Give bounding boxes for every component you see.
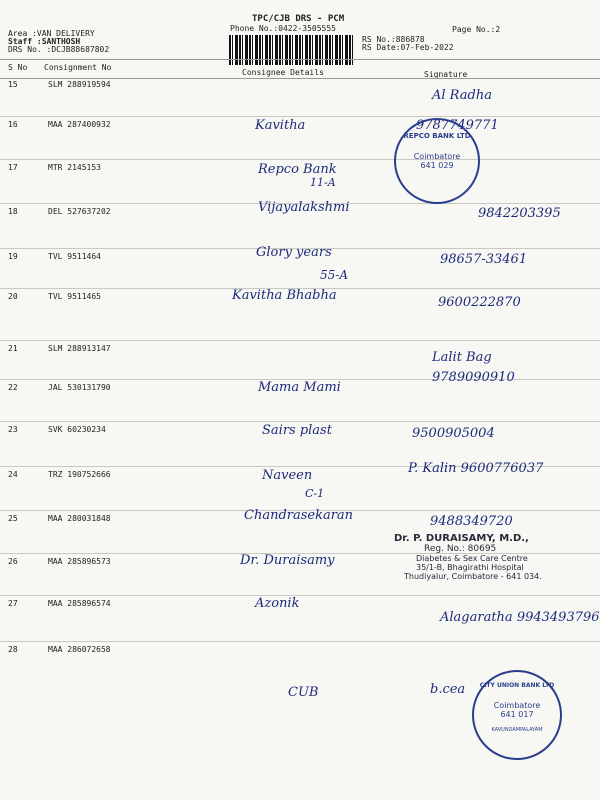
row-sno: 19 [8,252,18,261]
row-consignee: Dr. Duraisamy [240,553,335,568]
row-sno: 25 [8,514,18,523]
col-consignment: Consignment No [44,63,112,72]
repco-stamp-name: REPCO BANK LTD [403,132,471,140]
row-signature: 9842203395 [478,206,561,221]
area-field: Area :VAN DELIVERY [8,29,95,38]
row-consignee: Azonik [255,596,300,611]
row-consignee: CUB [288,685,319,700]
row-consignment-no: SLM 288919594 [48,80,111,89]
rs-date: RS Date:07-Feb-2022 [362,43,454,52]
row-consignee: Sairs plast [262,423,332,438]
header-divider [0,59,600,60]
row-signature: 9600222870 [438,295,521,310]
row-signature: Alagaratha 9943493796 [440,610,600,625]
row-consignment-no: TVL 9511464 [48,252,101,261]
repco-bank-stamp [394,118,480,204]
row-sno: 17 [8,163,18,172]
row-consignment-no: SVK 60230234 [48,425,106,434]
row-signature: b.cea [430,682,466,697]
page-number: Page No.:2 [452,25,501,34]
row-sno: 18 [8,207,18,216]
row-sno: 20 [8,292,18,301]
row-sno: 22 [8,383,18,392]
row-divider [0,159,600,160]
row-sno: 21 [8,344,18,353]
col-sno: S No [8,63,28,72]
row-divider [0,595,600,596]
row-consignment-no: DEL 527637202 [48,207,111,216]
row-signature: 9488349720 [430,514,513,529]
row-consignment-no: JAL 530131790 [48,383,111,392]
doctor-stamp-line1: Diabetes & Sex Care Centre [416,554,528,563]
doctor-stamp [394,533,594,581]
staff-field: Staff :SANTHOSH [8,37,81,46]
row-consignment-no: MAA 285896574 [48,599,111,608]
row-consignee: Glory years [256,245,332,260]
row-consignee: Mama Mami [258,380,341,395]
row-consignment-no: MAA 285896573 [48,557,111,566]
row-signature: 9789090910 [432,370,515,385]
cub-stamp-pin: 641 017 [500,710,534,719]
row-signature: 9500905004 [412,426,495,441]
row-consignee: Chandrasekaran [244,508,354,523]
row-consignee: Naveen [262,468,313,483]
row-sno: 24 [8,470,18,479]
row-divider [0,116,600,117]
cub-stamp-branch: KAVUNDAMPALAYAM [491,727,543,733]
row-sno: 16 [8,120,18,129]
row-divider [0,340,600,341]
barcode [229,35,353,65]
rs-number: RS No.:886878 [362,35,425,44]
doctor-stamp-reg: Reg. No.: 80695 [424,544,497,554]
row-signature: 9787749771 [416,118,499,133]
row-signature: Lalit Bag [432,350,492,365]
phone-number: Phone No.:0422-3505555 [230,24,336,33]
repco-stamp-pin: 641 029 [420,161,454,170]
drs-number: DRS No. :DCJB88687802 [8,45,110,54]
row-consignment-no: MAA 280031848 [48,514,111,523]
row-consignee: Vijayalakshmi [258,200,350,215]
row-signature: P. Kalin 9600776037 [408,461,544,476]
row-consignment-no: TRZ 190752666 [48,470,111,479]
col-signature: Signature [424,70,468,79]
row-signature: Al Radha [432,88,492,103]
doctor-stamp-line3: Thudiyalur, Coimbatore - 641 034. [404,572,542,581]
annotation-11a: 11-A [310,176,336,189]
row-consignee: Kavitha [255,118,306,133]
document-title: TPC/CJB DRS - PCM [252,14,345,24]
col-consignee: Consignee Details [242,68,324,77]
row-sno: 23 [8,425,18,434]
cub-stamp-city: Coimbatore [493,701,541,710]
cub-stamp [472,670,562,760]
row-consignment-no: MAA 286072658 [48,645,111,654]
repco-stamp-city: Coimbatore [413,152,461,161]
row-sno: 15 [8,80,18,89]
row-consignment-no: MTR 2145153 [48,163,101,172]
row-divider [0,641,600,642]
row-consignment-no: MAA 287400932 [48,120,111,129]
row-sno: 27 [8,599,18,608]
annotation-55a: 55-A [320,268,348,282]
row-signature: 98657-33461 [440,252,528,267]
row-consignee: Kavitha Bhabha [232,288,337,303]
row-consignment-no: SLM 288913147 [48,344,111,353]
doctor-stamp-name: Dr. P. DURAISAMY, M.D., [394,533,529,544]
row-divider [0,421,600,422]
row-consignment-no: TVL 9511465 [48,292,101,301]
row-sno: 28 [8,645,18,654]
row-sno: 26 [8,557,18,566]
row-consignee: Repco Bank [258,162,337,177]
cub-stamp-name: CITY UNION BANK LTD [479,682,555,689]
column-divider [0,78,600,79]
doctor-stamp-line2: 35/1-B, Bhagirathi Hospital [416,563,524,572]
annotation-c1: C-1 [305,487,325,500]
